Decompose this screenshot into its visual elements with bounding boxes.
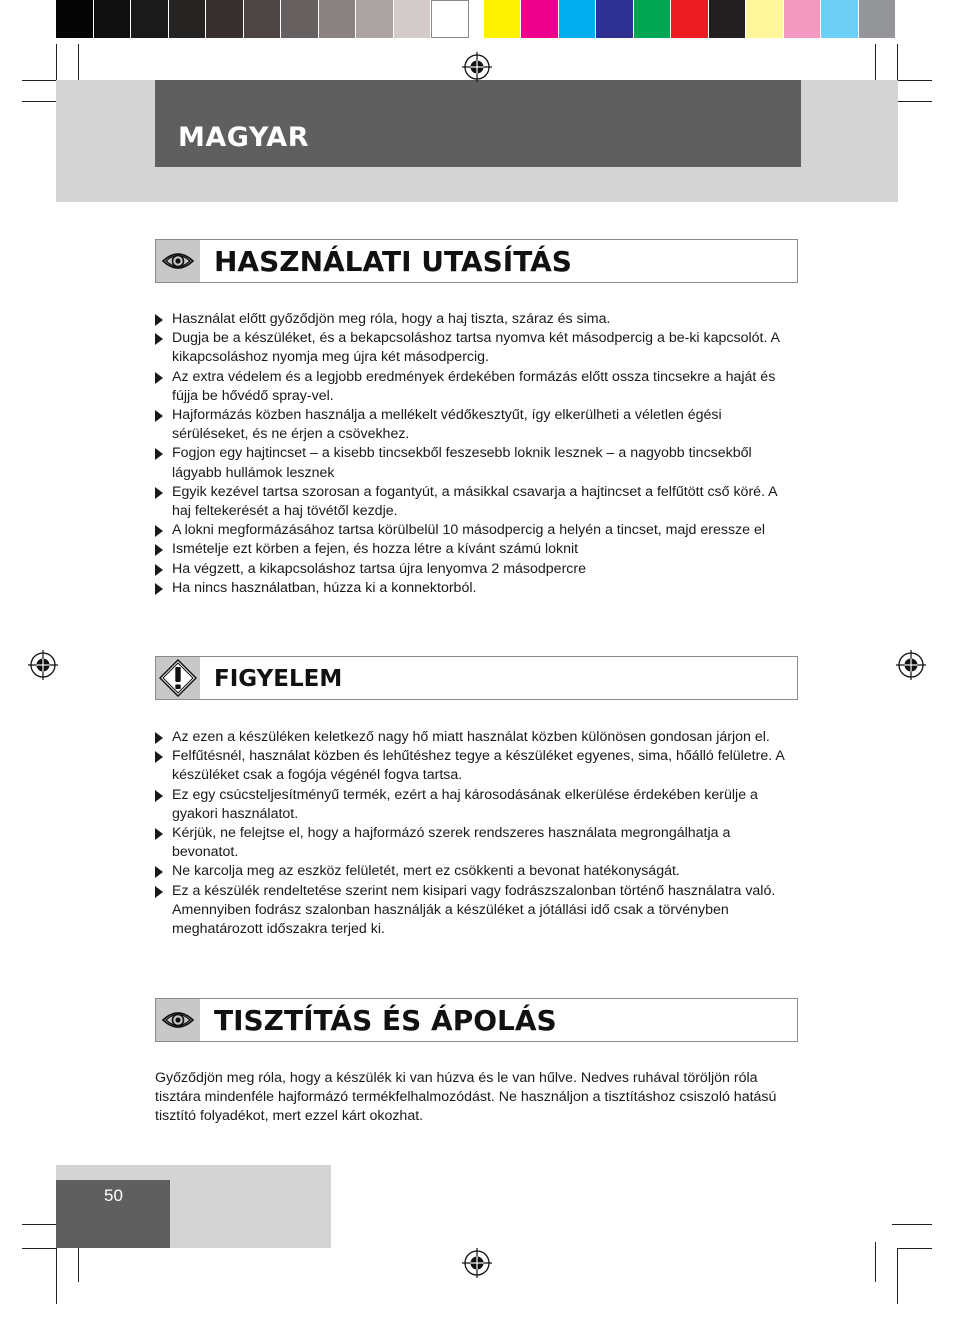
bullet-arrow-icon bbox=[155, 866, 163, 878]
list-item-text: Fogjon egy hajtincset – a kisebb tincsekből feszesebb loknik lesznek – a nagyobb tincsekből lágyabb hullámok lesznek bbox=[172, 445, 752, 481]
list-item bbox=[155, 329, 785, 367]
bullet-arrow-icon bbox=[155, 314, 163, 326]
crop-mark bbox=[875, 44, 876, 84]
crop-mark bbox=[897, 44, 898, 80]
list-item-text: Felfűtésnél, használat közben és lehűtéshez tegye a készüléket egyenes, sima, hőálló felületre. A készüléket csak a fogója végénél fogva tartsa. bbox=[172, 748, 785, 784]
gray-swatch bbox=[244, 0, 282, 38]
section-header-cleaning bbox=[155, 998, 798, 1042]
color-swatch bbox=[859, 0, 897, 38]
list-item-text: Ez a készülék rendeltetése szerint nem kisipari vagy fodrászszalonban történő használatra való. Amennyiben fodrász szalonban használják a készüléket a jótállási idő csak a törvényben meghatározott időszakra terjed ki. bbox=[172, 882, 776, 938]
bullet-arrow-icon bbox=[155, 751, 163, 763]
section-title: HASZNÁLATI UTASÍTÁS bbox=[214, 245, 572, 278]
color-swatch bbox=[634, 0, 672, 38]
grayscale-swatches bbox=[56, 0, 469, 38]
bullet-arrow-icon bbox=[155, 564, 163, 576]
gray-swatch bbox=[94, 0, 132, 38]
registration-mark-icon bbox=[462, 1248, 492, 1278]
color-swatch bbox=[671, 0, 709, 38]
list-item bbox=[155, 747, 785, 785]
list-item bbox=[155, 444, 785, 482]
section-header-usage bbox=[155, 239, 798, 283]
color-swatch bbox=[709, 0, 747, 38]
color-swatch bbox=[559, 0, 597, 38]
gray-swatch bbox=[206, 0, 244, 38]
list-item bbox=[155, 824, 785, 862]
crop-mark bbox=[22, 80, 56, 81]
eye-icon bbox=[156, 240, 200, 282]
warning-list bbox=[155, 728, 785, 939]
crop-mark bbox=[892, 101, 932, 102]
list-item bbox=[155, 728, 785, 747]
list-item-text: Ha végzett, a kikapcsoláshoz tartsa újra lenyomva 2 másodpercre bbox=[172, 560, 587, 577]
list-item-text: Dugja be a készüléket, és a bekapcsoláshoz tartsa nyomva két másodpercig a be-ki kapcsolót. A kikapcsoláshoz nyomja meg újra két másodpercig. bbox=[172, 330, 780, 366]
list-item-text: Hajformázás közben használja a mellékelt védőkesztyűt, így elkerülheti a véletlen égési sérüléseket, és ne érjen a csövekhez. bbox=[172, 407, 722, 443]
crop-mark bbox=[56, 44, 57, 80]
section-title: FIGYELEM bbox=[214, 666, 343, 692]
bullet-arrow-icon bbox=[155, 372, 163, 384]
registration-mark-icon bbox=[896, 650, 926, 680]
list-item bbox=[155, 540, 785, 559]
crop-mark bbox=[78, 44, 79, 84]
bullet-arrow-icon bbox=[155, 886, 163, 898]
eye-icon bbox=[156, 999, 200, 1041]
list-item bbox=[155, 786, 785, 824]
list-item-text: Ha nincs használatban, húzza ki a konnektorból. bbox=[172, 579, 477, 596]
bullet-arrow-icon bbox=[155, 583, 163, 595]
registration-mark-icon bbox=[462, 52, 492, 82]
color-swatch bbox=[821, 0, 859, 38]
bullet-arrow-icon bbox=[155, 790, 163, 802]
crop-mark bbox=[898, 1248, 932, 1249]
cleaning-text: Győződjön meg róla, hogy a készülék ki van húzva és le van hűlve. Nedves ruhával töröljön róla tisztára mindenféle hajformázó termékfelhalmozódást. Ne használjon a tisztításhoz csiszoló hatású tisztító folyadékot, mert ezzel kárt okozhat. bbox=[155, 1070, 777, 1125]
gray-swatch bbox=[56, 0, 94, 38]
list-item-text: Ne karcolja meg az eszköz felületét, mert ez csökkenti a bevonat hatékonyságát. bbox=[172, 863, 680, 880]
color-swatch bbox=[784, 0, 822, 38]
list-item-text: A lokni megformázásához tartsa körülbelül 10 másodpercig a helyén a tincset, majd eressze el bbox=[172, 522, 766, 539]
usage-instructions-list bbox=[155, 310, 785, 598]
bullet-arrow-icon bbox=[155, 525, 163, 537]
crop-mark bbox=[898, 80, 932, 81]
gray-swatch bbox=[431, 0, 469, 38]
color-calibration-bar bbox=[56, 0, 896, 38]
bullet-arrow-icon bbox=[155, 544, 163, 556]
registration-mark-icon bbox=[28, 650, 58, 680]
crop-mark bbox=[56, 1248, 57, 1304]
crop-mark bbox=[875, 1242, 876, 1282]
bullet-arrow-icon bbox=[155, 333, 163, 345]
gray-swatch bbox=[319, 0, 357, 38]
list-item bbox=[155, 560, 785, 579]
warning-icon bbox=[156, 657, 200, 699]
crop-mark bbox=[78, 1242, 79, 1282]
gray-swatch bbox=[356, 0, 394, 38]
color-swatch bbox=[596, 0, 634, 38]
crop-mark bbox=[892, 1224, 932, 1225]
gray-swatch bbox=[169, 0, 207, 38]
color-swatch bbox=[746, 0, 784, 38]
list-item-text: Az extra védelem és a legjobb eredmények érdekében formázás előtt ossza tincsekre a haját és fújja be hővédő spray-vel. bbox=[172, 368, 776, 404]
bullet-arrow-icon bbox=[155, 828, 163, 840]
list-item-text: Használat előtt győződjön meg róla, hogy a haj tiszta, száraz és sima. bbox=[172, 311, 611, 327]
list-item bbox=[155, 310, 785, 329]
list-item-text: Ismételje ezt körben a fejen, és hozza létre a kívánt számú loknit bbox=[172, 541, 579, 558]
color-swatch bbox=[521, 0, 559, 38]
list-item-text: Kérjük, ne felejtse el, hogy a hajformázó szerek rendszeres használata megrongálhatja a bevonatot. bbox=[172, 825, 731, 861]
list-item-text: Ez egy csúcsteljesítményű termék, ezért a haj károsodásának elkerülése érdekében kerülje a gyakori használatot. bbox=[172, 786, 758, 822]
gray-swatch bbox=[281, 0, 319, 38]
list-item bbox=[155, 862, 785, 881]
gray-swatch bbox=[394, 0, 432, 38]
list-item bbox=[155, 521, 785, 540]
language-title: MAGYAR bbox=[178, 122, 309, 153]
list-item bbox=[155, 483, 785, 521]
section-title: TISZTÍTÁS ÉS ÁPOLÁS bbox=[214, 1004, 557, 1037]
gray-swatch bbox=[131, 0, 169, 38]
bullet-arrow-icon bbox=[155, 732, 163, 744]
list-item bbox=[155, 368, 785, 406]
list-item bbox=[155, 579, 785, 598]
list-item-text: Az ezen a készüléken keletkező nagy hő miatt használat közben különösen gondosan járjon el. bbox=[172, 729, 770, 745]
color-swatches bbox=[484, 0, 897, 38]
color-swatch bbox=[484, 0, 522, 38]
page-number: 50 bbox=[104, 1186, 123, 1205]
bullet-arrow-icon bbox=[155, 448, 163, 460]
crop-mark bbox=[897, 1248, 898, 1304]
list-item-text: Egyik kezével tartsa szorosan a fogantyút, a másikkal csavarja a hajtincset a felfűtött cső köré. A haj feltekerését a haj tövétől kezdje. bbox=[172, 483, 777, 520]
list-item bbox=[155, 882, 785, 940]
bullet-arrow-icon bbox=[155, 487, 163, 499]
list-item bbox=[155, 406, 785, 444]
bullet-arrow-icon bbox=[155, 410, 163, 422]
section-header-warning bbox=[155, 656, 798, 700]
crop-mark bbox=[22, 1248, 56, 1249]
